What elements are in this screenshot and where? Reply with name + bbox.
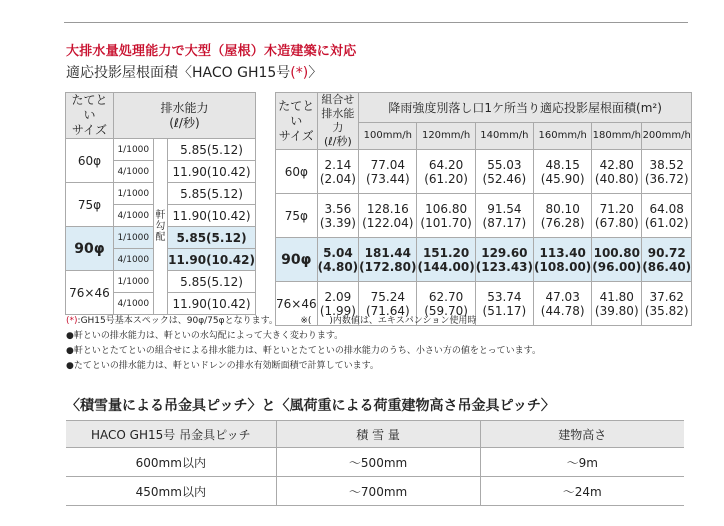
t2-combo-main: 3.56 bbox=[324, 201, 352, 216]
t2-val: 55.03 bbox=[487, 157, 522, 172]
t3-header: 積 雪 量 bbox=[276, 421, 480, 448]
t3-cell: ～9m bbox=[480, 448, 684, 477]
t2-alt: (172.80) bbox=[359, 259, 417, 274]
t2-alt: (73.44) bbox=[365, 171, 410, 186]
t2-header-combo: 組合せ 排水能力 (ℓ/秒) bbox=[317, 93, 359, 150]
roof-area-table bbox=[275, 92, 692, 326]
t2-val: 64.08 bbox=[649, 201, 684, 216]
t2-alt: (44.78) bbox=[540, 303, 585, 318]
note-3: ●軒といとたてといの組合せによる排水能力は、軒といとたてといの排水能力のうち、小さい方の値をとっています。 bbox=[66, 346, 541, 356]
t3-cell: ～24m bbox=[480, 477, 684, 506]
t2-val: 91.54 bbox=[487, 201, 522, 216]
t2-combo-alt: (3.39) bbox=[319, 215, 356, 230]
note-4: ●たてといの排水能力は、軒といドレンの排水有効断面積で計算しています。 bbox=[66, 361, 379, 371]
t2-size: 76×46 bbox=[276, 282, 318, 326]
t2-val: 64.20 bbox=[428, 157, 464, 172]
t1-header-size: たてとい サイズ bbox=[66, 93, 114, 139]
t2-intensity: 140mm/h bbox=[475, 122, 533, 149]
t2-cell bbox=[592, 194, 642, 238]
t2-cell bbox=[642, 194, 692, 238]
t2-val: 77.04 bbox=[370, 157, 405, 172]
t2-cell bbox=[359, 150, 417, 194]
t1-value: 5.85(5.12) bbox=[168, 227, 256, 249]
t3-cell: ～700mm bbox=[276, 477, 480, 506]
t2-intensity: 200mm/h bbox=[642, 122, 692, 149]
subtitle-mark: (*) bbox=[290, 65, 309, 81]
t2-combo-alt: (1.99) bbox=[319, 303, 356, 318]
t2-val: 38.52 bbox=[649, 157, 684, 172]
t2-combo-alt: (2.04) bbox=[319, 171, 356, 186]
capacity-table bbox=[65, 92, 256, 315]
t2-cell bbox=[534, 194, 592, 238]
t2-cell bbox=[359, 194, 417, 238]
t1-slope: 4/1000 bbox=[113, 161, 153, 183]
t1-size: 76×46 bbox=[66, 271, 114, 315]
t2-alt: (45.90) bbox=[540, 171, 585, 186]
t2-alt: (108.00) bbox=[534, 259, 592, 274]
t3-cell: ～500mm bbox=[276, 448, 480, 477]
t2-cell bbox=[642, 238, 692, 282]
t2-combo bbox=[317, 238, 359, 282]
t2-alt: (59.70) bbox=[424, 303, 468, 318]
t2-val: 129.60 bbox=[481, 245, 528, 260]
t2-val: 42.80 bbox=[599, 157, 634, 172]
t2-val: 151.20 bbox=[422, 245, 470, 260]
t2-alt: (67.80) bbox=[594, 215, 639, 230]
t2-alt: (144.00) bbox=[417, 259, 475, 274]
t2-alt: (123.43) bbox=[475, 259, 534, 274]
t2-cell bbox=[475, 238, 533, 282]
t3-header: HACO GH15号 吊金具ピッチ bbox=[66, 421, 276, 448]
t1-value: 11.90(10.42) bbox=[168, 205, 256, 227]
t2-combo-main: 5.04 bbox=[323, 245, 353, 260]
t2-intensity: 160mm/h bbox=[534, 122, 592, 149]
t1-slope: 1/1000 bbox=[113, 227, 153, 249]
note-1 bbox=[66, 314, 541, 329]
t2-alt: (86.40) bbox=[642, 259, 692, 274]
t3-header: 建物高さ bbox=[480, 421, 684, 448]
t2-cell bbox=[417, 194, 475, 238]
t2-val: 113.40 bbox=[539, 245, 586, 260]
t2-combo-main: 2.09 bbox=[324, 289, 352, 304]
note-1-mark: (*) bbox=[66, 316, 78, 326]
t2-val: 106.80 bbox=[425, 201, 468, 216]
t1-header-capacity: 排水能力 (ℓ/秒) bbox=[113, 93, 255, 139]
t2-val: 41.80 bbox=[599, 289, 634, 304]
t2-alt: (76.28) bbox=[540, 215, 585, 230]
notes bbox=[66, 314, 541, 374]
t2-cell bbox=[534, 282, 592, 326]
t2-alt: (40.80) bbox=[594, 171, 639, 186]
t2-val: 128.16 bbox=[366, 201, 409, 216]
t2-alt: (36.72) bbox=[644, 171, 689, 186]
t2-cell bbox=[642, 282, 692, 326]
t2-alt: (101.70) bbox=[420, 215, 472, 230]
t1-slope: 4/1000 bbox=[113, 293, 153, 315]
t2-alt: (39.80) bbox=[594, 303, 639, 318]
t2-intensity: 100mm/h bbox=[359, 122, 417, 149]
t1-value: 11.90(10.42) bbox=[168, 249, 256, 271]
t1-value: 11.90(10.42) bbox=[168, 293, 256, 315]
t2-cell bbox=[534, 238, 592, 282]
t2-size: 60φ bbox=[276, 150, 318, 194]
note-2: ●軒といの排水能力は、軒といの水勾配によって大きく変わります。 bbox=[66, 331, 344, 341]
t1-size: 90φ bbox=[66, 227, 114, 271]
t2-size: 90φ bbox=[276, 238, 318, 282]
t1-value: 11.90(10.42) bbox=[168, 161, 256, 183]
t2-combo bbox=[317, 194, 359, 238]
t2-intensity: 120mm/h bbox=[417, 122, 475, 149]
t3-cell: 600mm以内 bbox=[66, 448, 276, 477]
t2-alt: (71.64) bbox=[365, 303, 410, 318]
note-1-text: :GH15号基本スペックは、90φ/75φとなります。 ※( )内数値は、エキスパンション使用時 bbox=[77, 316, 477, 326]
t2-cell bbox=[359, 238, 417, 282]
t2-alt: (52.46) bbox=[482, 171, 527, 186]
t1-value: 5.85(5.12) bbox=[168, 183, 256, 205]
t2-alt: (96.00) bbox=[592, 259, 642, 274]
t2-val: 80.10 bbox=[545, 201, 580, 216]
t1-size: 75φ bbox=[66, 183, 114, 227]
t2-cell bbox=[642, 150, 692, 194]
t2-alt: (51.17) bbox=[482, 303, 527, 318]
t3-cell: 450mm以内 bbox=[66, 477, 276, 506]
t1-slope: 1/1000 bbox=[113, 183, 153, 205]
t2-alt: (122.04) bbox=[362, 215, 414, 230]
top-divider bbox=[64, 22, 688, 23]
t2-alt: (87.17) bbox=[482, 215, 527, 230]
t2-alt: (61.02) bbox=[644, 215, 689, 230]
t2-val: 53.74 bbox=[487, 289, 522, 304]
t2-size: 75φ bbox=[276, 194, 318, 238]
t2-combo bbox=[317, 150, 359, 194]
subtitle bbox=[66, 62, 322, 82]
t2-val: 90.72 bbox=[647, 245, 686, 260]
subtitle-prefix: 適応投影屋根面積〈HACO GH15号 bbox=[66, 65, 291, 81]
t2-val: 181.44 bbox=[364, 245, 411, 260]
t2-val: 48.15 bbox=[545, 157, 580, 172]
t2-alt: (61.20) bbox=[424, 171, 468, 186]
t1-slope-label: 軒 勾 配 bbox=[153, 139, 167, 315]
t2-header-size: たてとい サイズ bbox=[276, 93, 318, 150]
t2-val: 37.62 bbox=[649, 289, 684, 304]
t2-val: 62.70 bbox=[428, 289, 464, 304]
t2-cell bbox=[417, 150, 475, 194]
t2-combo-alt: (4.80) bbox=[317, 259, 359, 274]
t2-cell bbox=[475, 194, 533, 238]
t1-value: 5.85(5.12) bbox=[168, 271, 256, 293]
t2-val: 75.24 bbox=[370, 289, 405, 304]
subtitle-suffix: 〉 bbox=[308, 65, 323, 81]
section2-title: 〈積雪量による吊金具ピッチ〉と〈風荷重による荷重建物高さ吊金具ピッチ〉 bbox=[66, 398, 555, 414]
t2-cell bbox=[475, 150, 533, 194]
t2-val: 100.80 bbox=[593, 245, 640, 260]
headline: 大排水量処理能力で大型（屋根）木造建築に対応 bbox=[66, 44, 357, 59]
t2-intensity: 180mm/h bbox=[592, 122, 642, 149]
t2-cell bbox=[534, 150, 592, 194]
t2-cell bbox=[592, 150, 642, 194]
pitch-table bbox=[66, 420, 684, 506]
t2-combo-main: 2.14 bbox=[324, 157, 352, 172]
t2-cell bbox=[592, 238, 642, 282]
t2-val: 47.03 bbox=[545, 289, 580, 304]
t1-slope: 1/1000 bbox=[113, 271, 153, 293]
t1-slope: 4/1000 bbox=[113, 205, 153, 227]
t2-header-area: 降雨強度別落し口1ケ所当り適応投影屋根面積(m²) bbox=[359, 93, 692, 123]
t1-slope: 4/1000 bbox=[113, 249, 153, 271]
t2-alt: (35.82) bbox=[644, 303, 689, 318]
t1-value: 5.85(5.12) bbox=[168, 139, 256, 161]
t2-val: 71.20 bbox=[599, 201, 634, 216]
t1-slope: 1/1000 bbox=[113, 139, 153, 161]
t2-cell bbox=[417, 238, 475, 282]
t1-size: 60φ bbox=[66, 139, 114, 183]
t2-cell bbox=[592, 282, 642, 326]
